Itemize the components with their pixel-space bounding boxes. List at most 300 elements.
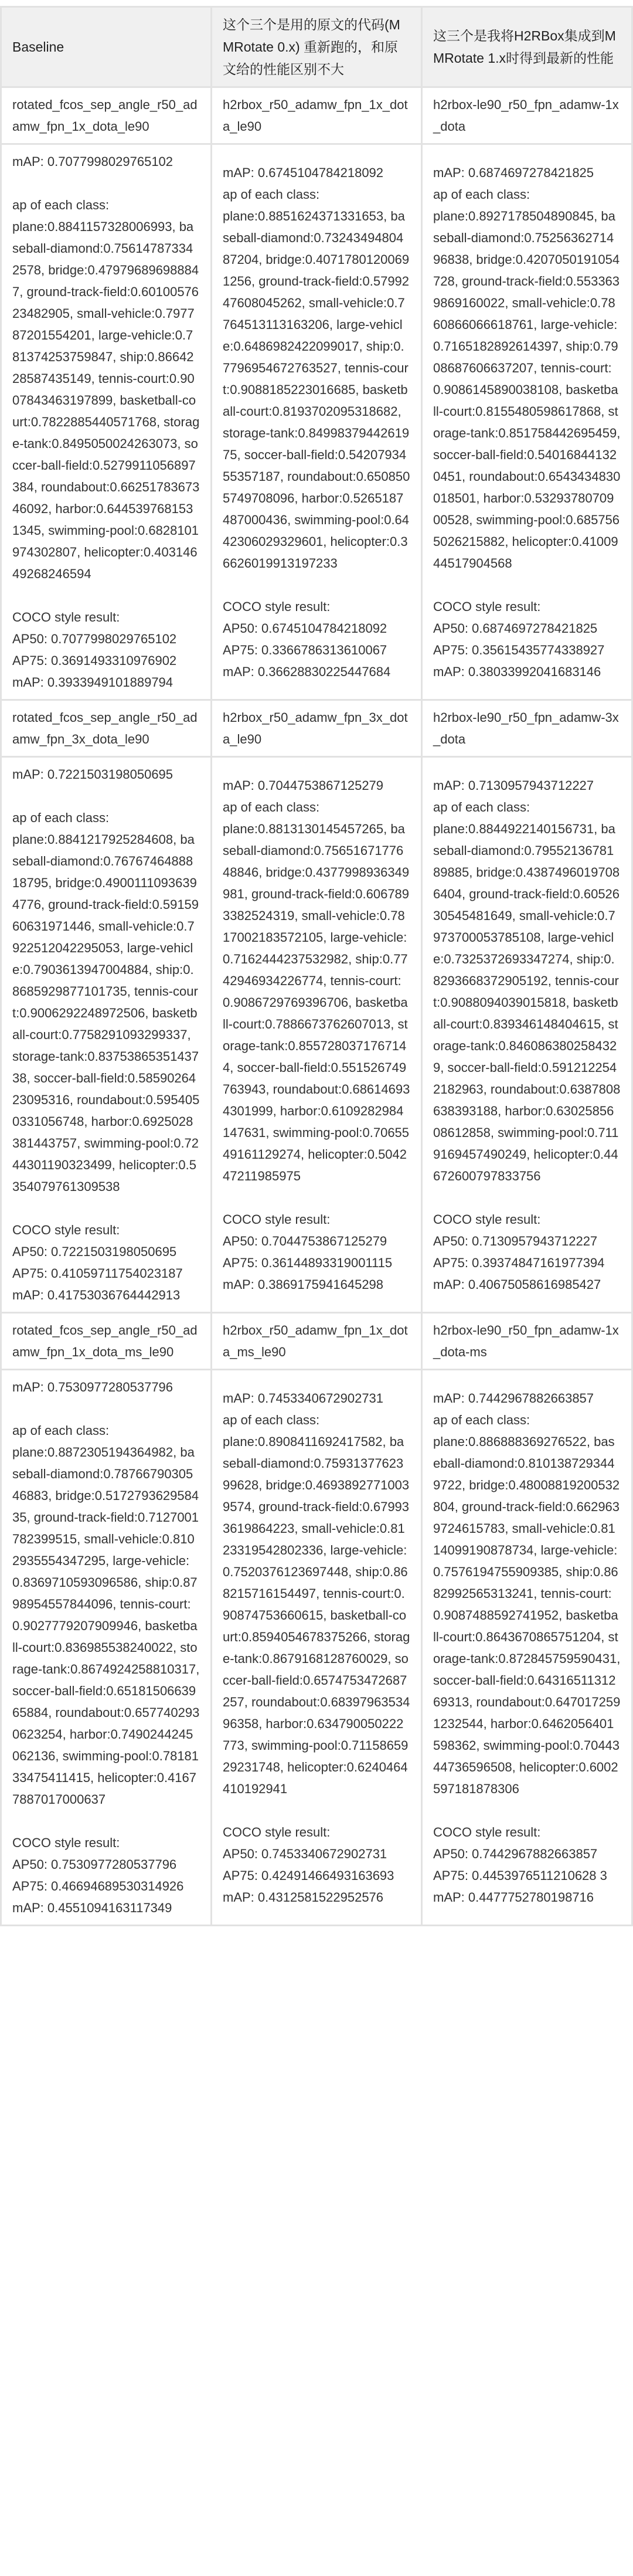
coco-result-heading: COCO style result: [433, 1824, 541, 1839]
class-name: large-vehicle [12, 941, 193, 977]
config-name-cell: rotated_fcos_sep_angle_r50_adamw_fpn_1x_dota_le90 [1, 87, 212, 144]
map-line [433, 1387, 621, 1409]
separator: : [352, 469, 356, 484]
separator: : [464, 208, 468, 223]
ap75-line-value: 0.3691493310976902 [51, 653, 177, 668]
ap50-line-value: 0.7044753867125279 [261, 1233, 387, 1248]
separator: : [27, 415, 31, 429]
separator: : [379, 951, 383, 966]
class-name: large-vehicle [98, 328, 172, 342]
separator: , [237, 447, 244, 462]
class-name: ground-track-field [461, 1499, 563, 1514]
separator: , [348, 1564, 356, 1579]
class-ap-value: 0.851758442695459 [498, 425, 617, 440]
class-name: large-vehicle [330, 1542, 404, 1557]
separator: , [77, 1136, 84, 1150]
class-name: harbor [266, 1716, 304, 1731]
map-line-label: mAP: [12, 154, 47, 169]
class-name: plane [433, 208, 465, 223]
class-ap-value: 0.8499837944261975 [223, 425, 410, 462]
separator: , [601, 403, 608, 419]
separator: , [547, 973, 555, 988]
separator: , [323, 534, 331, 549]
ap75-line [223, 1252, 410, 1274]
config-name-row [1, 1313, 632, 1370]
header-baseline: Baseline [1, 7, 212, 87]
class-ap-value: 0.8927178504890845 [468, 208, 594, 223]
class-name: swimming-pool [294, 512, 381, 527]
separator: : [134, 1510, 138, 1525]
config-name-cell: h2rbox-le90_r50_fpn_adamw-1x_dota [422, 87, 632, 144]
separator: : [383, 295, 387, 310]
map-line-value: 0.7130957943712227 [468, 778, 594, 793]
results-cell [422, 144, 632, 700]
class-name: ship [566, 1564, 590, 1579]
table-header-row [1, 7, 632, 87]
class-name: storage-tank [12, 1049, 84, 1064]
class-ap-value: 0.6828101974302807 [12, 523, 199, 559]
separator: : [316, 1694, 321, 1709]
separator: , [382, 1434, 390, 1449]
class-name: ground-track-field [251, 886, 352, 901]
separator: : [363, 1146, 367, 1162]
class-name: roundabout [55, 1705, 121, 1720]
coco-map-line-value: 0.3933949101889794 [47, 675, 173, 690]
separator: , [387, 1651, 395, 1666]
class-ap-value: 0.7818133475411415 [12, 1749, 199, 1785]
separator: , [348, 951, 356, 966]
ap75-line [223, 1865, 410, 1886]
class-name: ground-track-field [258, 1499, 359, 1514]
separator: : [179, 962, 183, 977]
separator: : [589, 1564, 593, 1579]
map-line-value: 0.7221503198050695 [47, 767, 173, 782]
separator: , [540, 929, 548, 945]
separator: , [173, 1640, 181, 1655]
separator: , [533, 1586, 541, 1601]
map-line [12, 151, 200, 172]
separator: : [437, 995, 441, 1010]
separator: : [43, 1445, 47, 1460]
class-ap-value: 0.6925028381443757 [12, 1114, 193, 1150]
class-name: swimming-pool [62, 1749, 149, 1763]
separator: : [338, 1081, 342, 1097]
separator: , [383, 208, 391, 223]
class-name: ground-track-field [33, 1510, 134, 1525]
class-name: ground-track-field [461, 273, 563, 289]
class-name: plane [223, 1434, 254, 1449]
separator: : [91, 1488, 95, 1503]
results-cell [422, 1370, 632, 1926]
separator: , [244, 1737, 251, 1753]
separator: , [266, 1125, 273, 1140]
separator: , [397, 403, 401, 419]
ap50-line [12, 628, 200, 650]
class-ap-value: 0.4207050191054728 [433, 252, 620, 289]
coco-map-line [223, 1274, 410, 1295]
separator: , [301, 295, 309, 310]
separator: : [48, 436, 52, 451]
separator: : [472, 1629, 476, 1644]
ap50-line-value: 0.7453340672902731 [261, 1846, 387, 1861]
separator: : [352, 886, 356, 901]
separator: : [593, 908, 598, 923]
class-ap-value: 0.7525636271496838 [433, 230, 614, 267]
class-ap-list [12, 829, 200, 1197]
separator: : [505, 1477, 509, 1492]
coco-map-line-label: mAP: [433, 664, 468, 679]
coco-map-line-value: 0.4551094163117349 [47, 1900, 172, 1915]
separator: , [505, 1521, 512, 1536]
map-line-value: 0.7453340672902731 [257, 1390, 384, 1406]
map-line-label: mAP: [12, 767, 47, 782]
class-name: bridge [55, 1488, 91, 1503]
class-ap-item [12, 219, 179, 234]
separator: , [156, 415, 164, 429]
class-name: storage-tank [12, 415, 200, 451]
coco-map-line-value: 0.38033992041683146 [468, 664, 601, 679]
ap75-line-value: 0.42491466493163693 [261, 1868, 394, 1883]
ap50-line [433, 617, 621, 639]
separator: , [55, 1749, 63, 1763]
map-line [433, 775, 621, 796]
separator: , [454, 273, 462, 289]
separator: : [84, 263, 88, 277]
separator: : [376, 908, 380, 923]
separator: , [323, 973, 331, 988]
results-table [0, 6, 633, 1926]
class-ap-value: 0.9086145890038108 [433, 382, 559, 397]
class-name: storage-tank [433, 403, 618, 440]
class-name: helicopter [519, 1759, 576, 1774]
class-name: plane [12, 832, 44, 847]
coco-map-line-label: mAP: [12, 675, 47, 690]
class-name: roundabout [273, 1081, 338, 1097]
separator: : [600, 951, 604, 966]
separator: : [520, 230, 525, 245]
class-ap-value: 0.5915960631971446 [12, 897, 199, 934]
coco-map-line-label: mAP: [223, 1889, 258, 1905]
separator: : [556, 1081, 560, 1097]
spacer [12, 1197, 200, 1219]
class-ap-value: 0.9007843463197899 [12, 371, 195, 408]
separator: : [139, 545, 144, 559]
class-name: roundabout [77, 1092, 142, 1107]
class-name: basketball-court [223, 995, 408, 1031]
class-name: basketball-court [12, 393, 196, 429]
config-name-cell: h2rbox_r50_adamw_fpn_3x_dota_le90 [212, 700, 422, 757]
class-name: large-vehicle [330, 929, 404, 945]
class-ap-value: 0.8798954557844096 [12, 1575, 198, 1611]
separator: , [77, 1532, 84, 1546]
separator: : [165, 371, 169, 386]
separator: : [542, 1103, 546, 1118]
ap50-line-label: AP50: [223, 1233, 262, 1248]
class-name: tennis-court [433, 973, 619, 1010]
coco-map-line-label: mAP: [433, 1889, 468, 1905]
coco-map-line [433, 661, 621, 683]
class-ap-value: 0.7676746488818795 [12, 854, 193, 890]
coco-map-line-label: mAP: [433, 1277, 468, 1292]
class-name: soccer-ball-field [433, 1672, 524, 1688]
separator: : [134, 523, 138, 538]
separator: , [505, 534, 512, 549]
ap50-line-label: AP50: [223, 1846, 262, 1861]
separator: : [261, 1016, 266, 1031]
separator: : [327, 1060, 331, 1075]
ap75-line-label: AP75: [223, 1868, 262, 1883]
results-row [1, 1370, 632, 1926]
separator: , [48, 875, 56, 890]
separator: : [512, 864, 516, 880]
class-ap-value: 0.7742946934226774 [223, 951, 408, 988]
coco-map-line-label: mAP: [12, 1288, 47, 1302]
ap75-line-value: 0.41059711754023187 [51, 1266, 183, 1281]
separator: , [148, 962, 156, 977]
class-name: ship [355, 951, 379, 966]
class-name: basketball-court [433, 1607, 618, 1644]
class-ap-value: 0.872845759590431 [498, 1651, 617, 1666]
class-name: baseball-diamond [223, 821, 405, 858]
class-ap-item [12, 1445, 180, 1460]
ap75-line [12, 1262, 200, 1284]
ap75-line-value: 0.3366786313610067 [261, 642, 387, 657]
class-ap-value: 0.5265187487000436 [223, 490, 404, 527]
separator: : [567, 534, 572, 549]
separator: , [559, 1564, 566, 1579]
separator: , [300, 1146, 308, 1162]
class-name: bridge [469, 1477, 505, 1492]
class-ap-value: 0.49001110936394776 [12, 875, 197, 912]
class-ap-item [223, 822, 390, 836]
ap50-line-value: 0.6745104784218092 [261, 620, 387, 636]
ap-each-class-heading: ap of each class: [433, 799, 530, 814]
separator: , [469, 1694, 477, 1709]
class-ap-value: 0.41677887017000637 [12, 1770, 197, 1807]
class-ap-value: 0.7973700053785108 [433, 908, 615, 945]
class-ap-value: 0.7764513113163206 [223, 295, 405, 332]
map-line-label: mAP: [433, 778, 468, 793]
separator: , [172, 219, 179, 234]
ap75-line-value: 0.46694689530314926 [51, 1879, 184, 1893]
separator: : [254, 821, 258, 836]
ap50-line-value: 0.6874697278421825 [472, 620, 598, 636]
ap50-line [12, 1854, 200, 1875]
separator: , [187, 1027, 191, 1042]
ap75-line-value: 0.4453976511210628 3 [472, 1868, 607, 1883]
class-ap-value: 0.836985538240022 [55, 1640, 173, 1655]
class-ap-value: 0.7324349480487204 [223, 230, 404, 267]
class-name: helicopter [97, 1770, 154, 1785]
separator: : [158, 1532, 162, 1546]
spacer [223, 1800, 410, 1821]
class-name: storage-tank [12, 1640, 198, 1676]
separator: : [237, 1629, 241, 1644]
class-ap-value: 0.7065549161129274 [223, 1125, 410, 1162]
separator: , [617, 425, 621, 440]
class-ap-value: 0.6240464410192941 [223, 1759, 408, 1796]
class-ap-value: 0.9027779207909946 [12, 1618, 138, 1633]
separator: , [526, 1146, 534, 1162]
separator: : [589, 338, 593, 354]
class-name: ship [366, 338, 390, 354]
class-ap-value: 0.8679168128760029 [262, 1651, 388, 1666]
ap50-line [12, 1241, 200, 1262]
class-ap-value: 0.6302585608612858 [433, 1103, 614, 1140]
ap50-line-value: 0.7442967882663857 [472, 1846, 598, 1861]
coco-map-line [433, 1274, 621, 1295]
map-line-label: mAP: [223, 778, 258, 793]
separator: : [575, 1759, 579, 1774]
separator: : [19, 962, 23, 977]
class-ap-value: 0.8813130145457265 [257, 821, 384, 836]
class-name: large-vehicle [223, 317, 403, 354]
coco-map-line-value: 0.41753036764442913 [47, 1288, 181, 1302]
class-ap-value: 0.6052630545481649 [433, 886, 620, 923]
separator: : [128, 1114, 132, 1129]
class-name: tennis-court [330, 973, 398, 988]
results-cell [212, 757, 422, 1313]
separator: : [187, 1597, 191, 1611]
class-ap-value: 0.4377998936349981 [223, 864, 410, 901]
spacer [12, 1398, 200, 1420]
class-ap-value: 0.8872305194364982 [47, 1445, 173, 1460]
separator: , [390, 1016, 398, 1031]
separator: : [106, 480, 110, 494]
class-name: storage-tank [433, 1629, 618, 1666]
coco-map-line-label: mAP: [223, 664, 258, 679]
class-name: storage-tank [433, 1016, 618, 1053]
class-ap-item [433, 209, 601, 223]
map-line-value: 0.7442967882663857 [468, 1390, 594, 1406]
class-name: harbor [301, 490, 339, 505]
separator: , [559, 1607, 566, 1623]
class-ap-value: 0.9088185223016685 [230, 382, 356, 397]
class-ap-value: 0.6543434830018501 [433, 469, 621, 505]
class-ap-value: 0.756147873342578 [12, 241, 193, 277]
map-line-label: mAP: [433, 165, 468, 180]
separator: : [397, 973, 401, 988]
ap50-line-label: AP50: [12, 1857, 52, 1872]
separator: , [173, 1445, 181, 1460]
class-ap-value: 0.8594054678375266 [241, 1629, 367, 1644]
coco-result-heading: COCO style result: [12, 610, 120, 625]
class-name: tennis-court [540, 1586, 608, 1601]
class-name: baseball-diamond [12, 832, 195, 868]
coco-map-line-label: mAP: [223, 1277, 258, 1292]
map-line-value: 0.6745104784218092 [257, 165, 384, 180]
spacer [433, 574, 621, 596]
map-line [223, 162, 410, 184]
separator: , [84, 1114, 91, 1129]
separator: , [505, 295, 512, 310]
class-ap-value: 0.839346148404615 [482, 1016, 601, 1031]
config-name-row [1, 87, 632, 144]
class-ap-value: 0.5533639869160022 [433, 273, 620, 310]
class-name: soccer-ball-field [433, 447, 524, 462]
class-name: roundabout [469, 469, 535, 484]
class-ap-value: 0.8460863802584329 [433, 1038, 617, 1075]
class-ap-value: 0.551526749763943 [223, 1060, 407, 1097]
config-name-cell: rotated_fcos_sep_angle_r50_adamw_fpn_3x_dota_le90 [1, 700, 212, 757]
separator: , [461, 1477, 469, 1492]
class-name: tennis-court [120, 1597, 188, 1611]
config-name-cell: h2rbox_r50_adamw_fpn_1x_dota_ms_le90 [212, 1313, 422, 1370]
separator: : [512, 252, 516, 267]
separator: , [586, 1434, 594, 1449]
separator: , [440, 1060, 448, 1075]
separator: : [299, 1672, 303, 1688]
separator: : [339, 490, 343, 505]
coco-map-line [12, 1284, 200, 1306]
class-ap-value: 0.6470172591232544 [433, 1694, 621, 1731]
separator: , [469, 512, 477, 527]
class-ap-value: 0.43874960197086404 [433, 864, 620, 901]
coco-result-heading: COCO style result: [12, 1223, 120, 1237]
class-ap-value: 0.90874753660615 [223, 1586, 405, 1623]
class-ap-value: 0.8841157328006993 [47, 219, 172, 234]
separator: : [495, 1651, 499, 1666]
separator: : [172, 919, 177, 934]
separator: : [301, 864, 305, 880]
separator: , [498, 1103, 505, 1118]
separator: : [58, 1027, 62, 1042]
class-name: helicopter [308, 1146, 364, 1162]
config-name-cell: h2rbox-le90_r50_fpn_adamw-1x_dota-ms [422, 1313, 632, 1370]
coco-result-heading: COCO style result: [433, 1211, 541, 1227]
class-name: bridge [476, 864, 512, 880]
separator: : [390, 338, 394, 354]
class-name: swimming-pool [273, 1125, 359, 1140]
separator: : [142, 1092, 146, 1107]
ap75-line [433, 1865, 621, 1886]
ap75-line-label: AP75: [12, 1879, 52, 1893]
separator: : [359, 1499, 363, 1514]
separator: : [523, 1672, 528, 1688]
class-ap-value: 0.40314649268246594 [12, 545, 198, 581]
class-name: ship [566, 338, 590, 354]
class-ap-value: 0.686146934301999 [223, 1081, 410, 1118]
class-name: basketball-court [433, 995, 618, 1031]
class-name: small-vehicle [308, 295, 383, 310]
separator: : [589, 1146, 593, 1162]
separator: , [258, 1477, 266, 1492]
ap-each-class-heading: ap of each class: [12, 1423, 110, 1438]
separator: : [380, 512, 384, 527]
separator: : [495, 425, 499, 440]
separator: , [617, 1651, 621, 1666]
separator: , [106, 1553, 113, 1568]
class-name: soccer-ball-field [223, 1651, 409, 1688]
class-ap-value: 0.540168441320451 [433, 447, 617, 484]
ap75-line-label: AP75: [433, 642, 472, 657]
separator: : [301, 252, 305, 267]
class-ap-value: 0.8674924258810317 [70, 1662, 196, 1676]
separator: : [103, 1684, 107, 1698]
class-name: baseball-diamond [12, 219, 194, 256]
separator: , [127, 984, 134, 999]
class-name: helicopter [512, 534, 568, 549]
ap75-line [433, 639, 621, 661]
separator: , [483, 1081, 491, 1097]
coco-map-line [433, 1886, 621, 1908]
class-name: roundabout [287, 469, 353, 484]
class-ap-value: 0.8114099190878734 [433, 1521, 615, 1557]
separator: : [124, 1071, 128, 1085]
separator: : [16, 1006, 20, 1020]
separator: : [175, 1158, 179, 1172]
class-name: plane [223, 208, 254, 223]
